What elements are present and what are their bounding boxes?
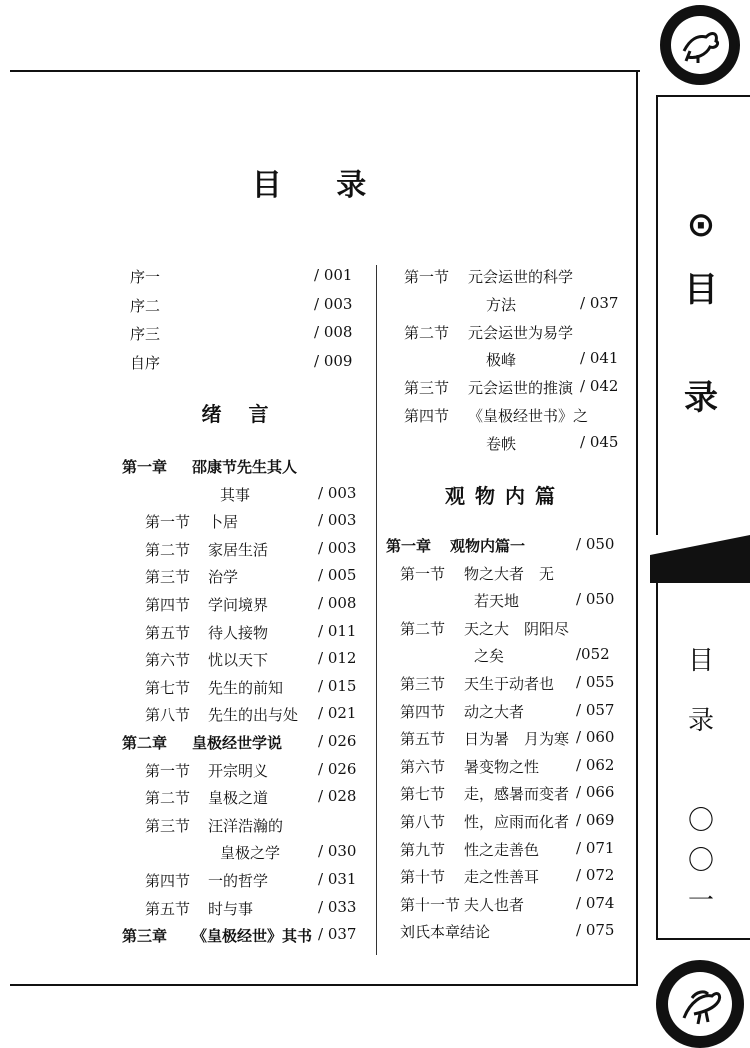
page-number: / 015 bbox=[318, 676, 357, 695]
entry-title: 家居生活 bbox=[208, 540, 269, 559]
section-label: 第四节 bbox=[404, 407, 450, 425]
page-number: / 062 bbox=[576, 755, 615, 774]
preface-title: 序一 bbox=[130, 268, 161, 286]
section-heading-inner-chapters: 观物内篇 bbox=[445, 484, 565, 508]
entry-title: 暑变物之性 bbox=[464, 757, 540, 776]
side-panel-rule bbox=[656, 95, 658, 940]
page-number: / 026 bbox=[318, 759, 357, 778]
entry-title: 夫人也者 bbox=[464, 895, 525, 914]
section-label: 第四节 bbox=[145, 872, 191, 890]
column-divider bbox=[376, 265, 377, 955]
top-rule bbox=[10, 70, 640, 72]
section-label: 第三节 bbox=[400, 675, 446, 693]
side-circle-symbol: ⊙ bbox=[686, 205, 716, 245]
section-label: 第四节 bbox=[400, 702, 446, 721]
section-label: 第一节 bbox=[404, 268, 450, 286]
side-black-band bbox=[650, 535, 750, 583]
chapter-label: 第三章 bbox=[122, 927, 168, 946]
page-number: / 009 bbox=[314, 351, 353, 370]
page-number: / 030 bbox=[318, 842, 357, 861]
page-number: / 021 bbox=[318, 704, 357, 723]
entry-title: 元会运世的推演 bbox=[468, 379, 574, 398]
entry-title: 天生于动者也 bbox=[464, 675, 555, 693]
page-number: / 003 bbox=[318, 511, 357, 530]
bottom-seal-emblem bbox=[656, 960, 744, 1048]
entry-title: 卜居 bbox=[208, 513, 239, 532]
entry-title: 一的哲学 bbox=[208, 872, 269, 890]
entry-title: 之矣 bbox=[474, 647, 505, 666]
entry-title: 元会运世的科学 bbox=[468, 268, 574, 286]
section-label: 第二节 bbox=[145, 789, 191, 808]
entry-title: 元会运世为易学 bbox=[468, 323, 574, 342]
section-label: 第十节 bbox=[400, 868, 446, 887]
side-top-rule bbox=[656, 95, 750, 97]
page-number: / 075 bbox=[576, 921, 615, 940]
entry-title: 皇极之学 bbox=[220, 844, 281, 863]
entry-title: 极峰 bbox=[486, 351, 517, 370]
entry-title: 《皇极经世书》之 bbox=[468, 407, 589, 425]
page-number: / 003 bbox=[318, 483, 357, 502]
entry-title: 卷帙 bbox=[486, 434, 517, 453]
bottom-rule bbox=[10, 984, 638, 986]
chapter-title: 《皇极经世》其书 bbox=[192, 927, 313, 946]
page-number: / 057 bbox=[576, 700, 615, 719]
entry-title: 动之大者 bbox=[464, 702, 525, 721]
entry-title: 若天地 bbox=[474, 592, 520, 611]
page-title: 目 录 bbox=[251, 168, 389, 203]
section-label: 第九节 bbox=[400, 840, 446, 859]
page-number: / 033 bbox=[318, 897, 357, 916]
page-number: / 001 bbox=[314, 266, 353, 284]
section-label: 第八节 bbox=[400, 813, 446, 831]
section-label: 第五节 bbox=[145, 899, 191, 918]
section-label: 第十一节 bbox=[400, 895, 461, 914]
side-label-char-1: 目 bbox=[687, 646, 714, 676]
section-label: 第三节 bbox=[145, 568, 191, 587]
entry-title: 学问境界 bbox=[208, 596, 269, 614]
preface-title: 序二 bbox=[130, 296, 161, 315]
entry-title: 汪洋浩瀚的 bbox=[208, 816, 284, 835]
section-label: 第二节 bbox=[404, 323, 450, 342]
page-number: / 041 bbox=[580, 349, 619, 368]
side-page-digit-1: 〇 bbox=[687, 806, 714, 836]
entry-title: 物之大者 无 bbox=[464, 564, 555, 583]
page-number: / 011 bbox=[318, 621, 357, 640]
section-label: 第八节 bbox=[145, 706, 191, 725]
page-number: / 031 bbox=[318, 870, 357, 888]
section-label: 第五节 bbox=[400, 730, 446, 749]
section-label: 第七节 bbox=[400, 785, 446, 804]
entry-title: 走，感暑而变者 bbox=[464, 785, 570, 804]
page-number: / 071 bbox=[576, 838, 615, 857]
entry-title: 皇极之道 bbox=[208, 789, 269, 808]
preface-title: 序三 bbox=[130, 325, 161, 343]
top-seal-emblem bbox=[660, 5, 740, 85]
page-number: / 066 bbox=[576, 783, 615, 802]
page-number: / 037 bbox=[318, 925, 357, 944]
entry-title: 性，应雨而化者 bbox=[464, 813, 570, 831]
entry-title: 日为暑 月为寒 bbox=[464, 730, 570, 749]
entry-title: 待人接物 bbox=[208, 623, 269, 642]
page-number: / 008 bbox=[318, 594, 357, 612]
section-label: 第六节 bbox=[145, 651, 191, 670]
entry-title: 开宗明义 bbox=[208, 761, 269, 780]
page-number: / 003 bbox=[318, 538, 357, 557]
page-number: / 037 bbox=[580, 293, 619, 312]
section-label: 第六节 bbox=[400, 757, 446, 776]
section-label: 第三节 bbox=[404, 379, 450, 398]
chapter-label: 第二章 bbox=[122, 734, 168, 752]
entry-title: 忧以天下 bbox=[208, 651, 269, 670]
entry-title: 先生的出与处 bbox=[208, 706, 299, 725]
page-number: / 050 bbox=[576, 535, 615, 553]
page-number: / 060 bbox=[576, 728, 615, 747]
section-label: 第二节 bbox=[145, 540, 191, 559]
entry-title: 性之走善色 bbox=[464, 840, 540, 859]
chapter-label: 第一章 bbox=[386, 537, 432, 555]
chapter-title: 皇极经世学说 bbox=[192, 734, 283, 752]
page-number: /052 bbox=[576, 645, 610, 664]
page-number: / 005 bbox=[318, 566, 357, 585]
entry-title: 走之性善耳 bbox=[464, 868, 540, 887]
side-page-digit-2: 〇 bbox=[687, 846, 714, 876]
page-number: / 055 bbox=[576, 673, 615, 691]
section-label: 第二节 bbox=[400, 619, 446, 638]
section-label: 第五节 bbox=[145, 623, 191, 642]
section-label: 第一节 bbox=[145, 513, 191, 532]
entry-title: 方法 bbox=[486, 295, 517, 314]
right-margin-rule bbox=[636, 70, 638, 985]
page-number: / 074 bbox=[576, 893, 615, 912]
page-number: / 050 bbox=[576, 590, 615, 609]
page-number: / 026 bbox=[318, 732, 357, 750]
page-number: / 028 bbox=[318, 787, 357, 806]
page-number: / 042 bbox=[580, 377, 619, 396]
entry-title: 天之大 阴阳尽 bbox=[464, 619, 570, 638]
section-heading-introduction: 绪 言 bbox=[201, 402, 279, 426]
bird-icon bbox=[671, 16, 729, 74]
side-label-char-2: 录 bbox=[687, 706, 714, 736]
page-number: / 045 bbox=[580, 432, 619, 451]
page-number: / 012 bbox=[318, 649, 357, 668]
section-label: 第一节 bbox=[400, 564, 446, 583]
preface-title: 自序 bbox=[130, 353, 161, 372]
entry-title: 时与事 bbox=[208, 899, 254, 918]
chapter-title: 观物内篇一 bbox=[450, 537, 526, 555]
entry-title: 先生的前知 bbox=[208, 678, 284, 697]
section-label: 第一节 bbox=[145, 761, 191, 780]
entry-title: 治学 bbox=[208, 568, 239, 587]
side-page-digit-3: 一 bbox=[687, 886, 714, 916]
page-number: / 003 bbox=[314, 294, 353, 313]
page-number: / 069 bbox=[576, 811, 615, 829]
chapter-label: 第一章 bbox=[122, 458, 168, 476]
phoenix-icon bbox=[668, 972, 732, 1036]
entry-title: 其事 bbox=[220, 485, 251, 504]
page-number: / 072 bbox=[576, 866, 615, 885]
section-label: 第七节 bbox=[145, 678, 191, 697]
entry-title: 刘氏本章结论 bbox=[400, 923, 491, 942]
side-title-char-2: 录 bbox=[684, 378, 718, 418]
page-number: / 008 bbox=[314, 323, 353, 341]
side-bottom-rule bbox=[656, 938, 750, 940]
side-title-char-1: 目 bbox=[684, 270, 718, 310]
section-label: 第三节 bbox=[145, 816, 191, 835]
section-label: 第四节 bbox=[145, 596, 191, 614]
chapter-title: 邵康节先生其人 bbox=[192, 458, 298, 476]
